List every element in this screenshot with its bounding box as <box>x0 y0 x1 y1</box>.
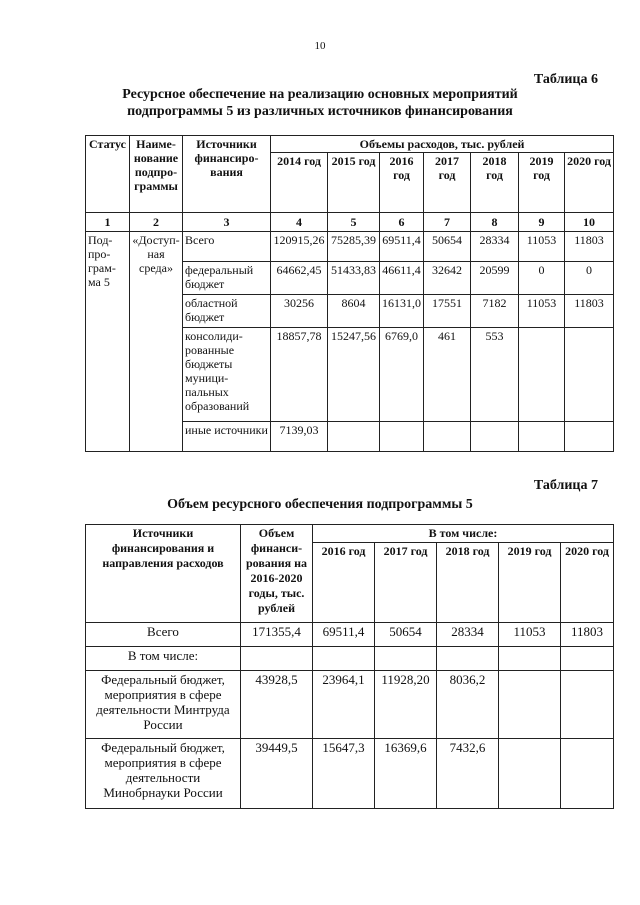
value-cell <box>565 422 614 452</box>
value-cell <box>471 422 519 452</box>
header-status: Статус <box>86 136 130 213</box>
source-cell: В том числе: <box>86 647 241 671</box>
total-cell: 171355,4 <box>241 623 313 647</box>
header-sources: Источники финансирования и направления расходов <box>86 525 241 623</box>
value-cell: 20599 <box>471 262 519 295</box>
value-cell: 15247,56 <box>328 328 380 422</box>
value-cell: 8604 <box>328 295 380 328</box>
value-cell: 46611,4 <box>380 262 424 295</box>
table7-caption: Объем ресурсного обеспечения подпрограммы 5 <box>167 497 473 512</box>
header-volume: Объем финанси-рования на 2016-2020 годы, тыс. рублей <box>241 525 313 623</box>
value-cell: 32642 <box>424 262 471 295</box>
total-cell: 43928,5 <box>241 671 313 739</box>
header-including: В том числе: <box>313 525 614 543</box>
table-row <box>86 671 614 739</box>
table6-caption-line1: Ресурсное обеспечение на реализацию основных мероприятий <box>122 87 518 102</box>
value-cell: 0 <box>565 262 614 295</box>
table6 <box>85 135 614 452</box>
column-number: 8 <box>471 213 519 232</box>
value-cell: 28334 <box>437 623 499 647</box>
header-name: Наиме-нование подпро-граммы <box>130 136 183 213</box>
value-cell: 50654 <box>424 232 471 262</box>
year-header: 2018 год <box>437 543 499 623</box>
value-cell <box>424 422 471 452</box>
year-header: 2019 год <box>499 543 561 623</box>
value-cell <box>499 739 561 809</box>
table7 <box>85 524 614 809</box>
value-cell: 461 <box>424 328 471 422</box>
table-row <box>86 647 614 671</box>
value-cell <box>519 328 565 422</box>
value-cell: 7139,03 <box>271 422 328 452</box>
table6-caption-line2: подпрограммы 5 из различных источников финансирования <box>127 104 513 119</box>
value-cell: 51433,83 <box>328 262 380 295</box>
source-cell: Федеральный бюджет, мероприятия в сфере деятельности Минобрнауки России <box>86 739 241 809</box>
value-cell <box>375 647 437 671</box>
value-cell: 16131,0 <box>380 295 424 328</box>
column-number: 6 <box>380 213 424 232</box>
source-cell: областной бюджет <box>183 295 271 328</box>
total-cell <box>241 647 313 671</box>
column-number: 9 <box>519 213 565 232</box>
column-number: 10 <box>565 213 614 232</box>
value-cell: 11803 <box>561 623 614 647</box>
column-number: 3 <box>183 213 271 232</box>
value-cell: 6769,0 <box>380 328 424 422</box>
table-row <box>86 623 614 647</box>
column-number: 2 <box>130 213 183 232</box>
value-cell: 8036,2 <box>437 671 499 739</box>
value-cell: 69511,4 <box>313 623 375 647</box>
header-volumes: Объемы расходов, тыс. рублей <box>271 136 614 153</box>
value-cell <box>561 739 614 809</box>
value-cell: 18857,78 <box>271 328 328 422</box>
value-cell <box>565 328 614 422</box>
year-header: 2017 год <box>424 153 471 213</box>
column-number: 1 <box>86 213 130 232</box>
value-cell: 15647,3 <box>313 739 375 809</box>
source-cell: Всего <box>183 232 271 262</box>
status-cell: Под-про-грам-ма 5 <box>86 232 130 452</box>
table6-label: Таблица 6 <box>533 72 598 87</box>
value-cell: 0 <box>519 262 565 295</box>
column-number: 5 <box>328 213 380 232</box>
source-cell: иные источники <box>183 422 271 452</box>
value-cell <box>499 671 561 739</box>
year-header: 2019 год <box>519 153 565 213</box>
value-cell: 553 <box>471 328 519 422</box>
value-cell: 16369,6 <box>375 739 437 809</box>
value-cell <box>380 422 424 452</box>
total-cell: 39449,5 <box>241 739 313 809</box>
value-cell: 7432,6 <box>437 739 499 809</box>
source-cell: федеральный бюджет <box>183 262 271 295</box>
header-sources: Источники финансиро-вания <box>183 136 271 213</box>
table7-label: Таблица 7 <box>533 478 598 493</box>
source-cell: консолиди-рованные бюджеты муници-пальных образований <box>183 328 271 422</box>
value-cell <box>328 422 380 452</box>
source-cell: Всего <box>86 623 241 647</box>
value-cell: 50654 <box>375 623 437 647</box>
year-header: 2016 год <box>313 543 375 623</box>
year-header: 2018 год <box>471 153 519 213</box>
year-header: 2020 год <box>565 153 614 213</box>
column-number: 7 <box>424 213 471 232</box>
value-cell: 11053 <box>519 295 565 328</box>
value-cell: 28334 <box>471 232 519 262</box>
source-cell: Федеральный бюджет, мероприятия в сфере деятельности Минтруда России <box>86 671 241 739</box>
year-header: 2014 год <box>271 153 328 213</box>
value-cell: 64662,45 <box>271 262 328 295</box>
value-cell: 69511,4 <box>380 232 424 262</box>
year-header: 2015 год <box>328 153 380 213</box>
table6-header-row <box>86 136 614 153</box>
value-cell: 75285,39 <box>328 232 380 262</box>
value-cell: 23964,1 <box>313 671 375 739</box>
table-row <box>86 739 614 809</box>
value-cell: 11053 <box>499 623 561 647</box>
subprogram-name-cell: «Доступ-ная среда» <box>130 232 183 452</box>
column-number: 4 <box>271 213 328 232</box>
year-header: 2017 год <box>375 543 437 623</box>
table-row <box>86 232 614 262</box>
value-cell: 17551 <box>424 295 471 328</box>
table7-header-row <box>86 525 614 543</box>
value-cell: 11803 <box>565 232 614 262</box>
value-cell: 11053 <box>519 232 565 262</box>
page-number: 10 <box>314 40 326 52</box>
value-cell <box>437 647 499 671</box>
value-cell <box>499 647 561 671</box>
value-cell <box>561 647 614 671</box>
value-cell: 120915,26 <box>271 232 328 262</box>
value-cell <box>519 422 565 452</box>
value-cell <box>561 671 614 739</box>
value-cell: 7182 <box>471 295 519 328</box>
value-cell: 11928,20 <box>375 671 437 739</box>
value-cell: 30256 <box>271 295 328 328</box>
year-header: 2016 год <box>380 153 424 213</box>
year-header: 2020 год <box>561 543 614 623</box>
value-cell <box>313 647 375 671</box>
column-numbers-row <box>86 213 614 232</box>
value-cell: 11803 <box>565 295 614 328</box>
